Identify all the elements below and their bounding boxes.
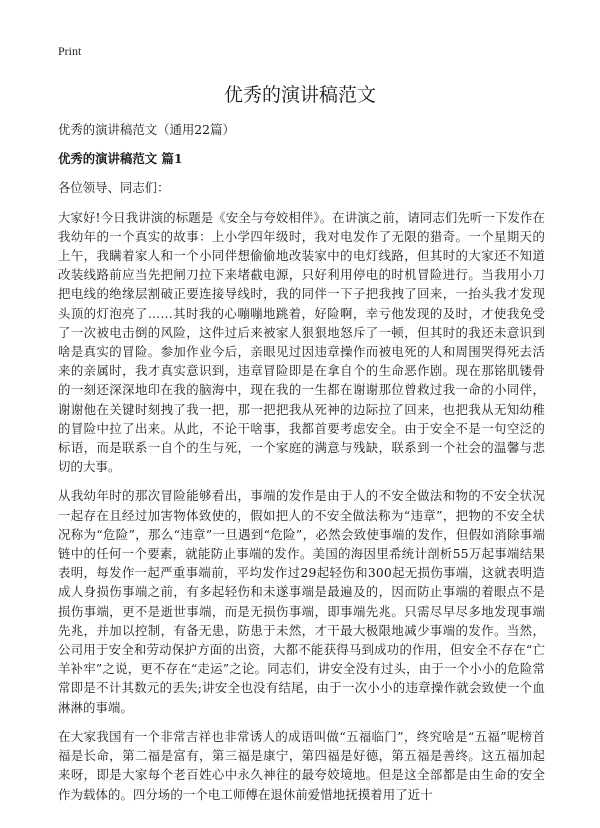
paragraph-3: 在大家我国有一个非常吉祥也非常诱人的成语叫做“五福临门”，终究啥是“五福”呢榜首福是长命，第二福是富有，第三福是康宁，第四福是好德，第五福是善终。这五福加起来呀，即是大家每个老百姓心中永久神往的最夸姣境地。但是这全部都是由生命的安全作为载体的。四分场的一个电工师傅在退休前爱惜地抚摸着用了近十 [58,728,545,802]
print-label: Print [58,44,82,58]
document-subtitle: 优秀的演讲稿范文（通用22篇） [58,122,235,137]
paragraph-2: 从我幼年时的那次冒险能够看出，事端的发作是由于人的不安全做法和物的不安全状况一起存在且经过加害物体致使的，假如把人的不安全做法称为“违章”，把物的不安全状况称为“危险”，那么“违章”一旦遇到“危险”，必然会致使事端的发作，但假如消除事端链中的任何一个要素，就能防止事端的发作。美国的海因里希统计剖析55万起事端结果表明，每发作一起严重事端前，平均发作过29起轻伤和300起无损伤事端，这就表明造成人身损伤事端之前，有多起轻伤和未遂事端是最遍及的，因而防止事端的着眼点不是损伤事端，更不是逝世事端，而是无损伤事端，即事端先兆。只需尽早尽多地发现事端先兆，并加以控制，有备无患，防患于未然，才干最大极限地减少事端的发作。当然，公司用于安全和劳动保护方面的出资，大都不能获得马到成功的作用，但安全不存在“亡羊补牢”之说，更不存在“走运”之论。同志们，讲安全没有过头，由于一个小小的危险常常即是不计其数元的丢失;讲安全也没有结尾，由于一次小小的违章操作就会致使一个血淋淋的事端。 [58,488,545,715]
document-body [58,120,545,814]
greeting: 各位领导、同志们： [58,180,170,196]
section-heading: 优秀的演讲稿范文 篇1 [58,151,183,167]
paragraph-1: 大家好!今日我讲演的标题是《安全与夸姣相伴》。在讲演之前，请同志们先听一下发作在我幼年的一个真实的故事：上小学四年级时，我对电发作了无限的猎奇。一个星期天的上午，我瞒着家人和一个小同伴想偷偷地改装家中的电灯线路，但其时的大家还不知道改装线路前应当先把闸刀拉下来堵截电源，只好利用停电的时机冒险进行。当我用小刀把电线的绝缘层割破正要连接导线时，我的同伴一下子把我拽了回来，一抬头我才发现头顶的灯泡亮了……其时我的心嘣嘣地跳着，好险啊，幸亏他发现的及时，才使我免受了一次被电击倒的风险，这件过后来被家人狠狠地怒斥了一顿，但其时的我还未意识到啥是真实的冒险。参加作业今后，亲眼见过因违章操作而被电死的人和周围哭得死去活来的亲属时，我才真实意识到，违章冒险即是在拿自个的生命恶作剧。现在那铭肌镂骨的一刻还深深地印在我的脑海中，现在我的一生都在谢谢那位曾救过我一命的小同伴，谢谢他在关键时刻拽了我一把，那一把把我从死神的边际拉了回来，也把我从无知幼稚的冒险中拉了出来。从此，不论干啥事，我都首要考虑安全。由于安全不是一句空泛的标语，而是联系一自个的生与死，一个家庭的满意与残缺，联系到一个社会的温馨与悲切的大事。 [58,209,545,475]
page-title: 优秀的演讲稿范文 [223,84,376,106]
